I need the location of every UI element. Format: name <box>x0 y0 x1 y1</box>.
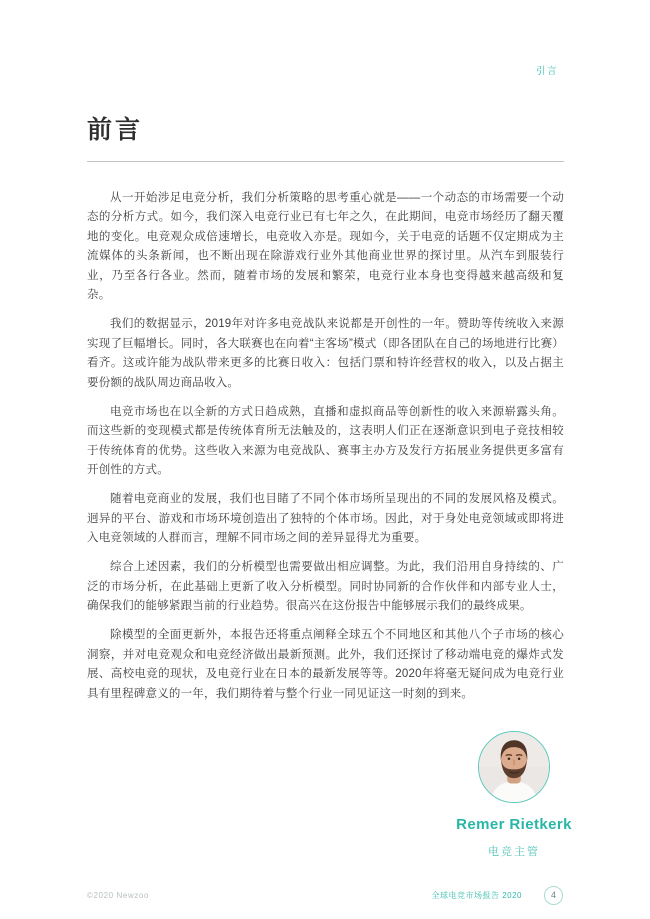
footer-copyright: ©2020 Newzoo <box>87 890 150 900</box>
footer-report-title: 全球电竞市场报告 2020 <box>431 890 522 900</box>
body-paragraph: 除模型的全面更新外，本报告还将重点阐释全球五个不同地区和其他八个子市场的核心洞察，并对电竞观众和电竞经济做出最新预测。此外，我们还探讨了移动端电竞的爆炸式发展、高校电竞的现状，及电竞行业在日本的最新发展等等。2020年将毫无疑问成为电竞行业具有里程碑意义的一年，我们期待着与整个行业一同见证这一时刻的到来。 <box>87 629 564 700</box>
body-paragraph: 综合上述因素，我们的分析模型也需要做出相应调整。为此，我们沿用自身持续的、广泛的市场分析，在此基础上更新了收入分析模型。同时协同新的合作伙伴和内部专业人士，确保我们的能够紧跟当前的行业趋势。很高兴在这份报告中能够展示我们的最终成果。 <box>87 561 564 612</box>
preface-body <box>87 189 564 705</box>
page-footer <box>87 884 563 906</box>
author-avatar <box>478 731 550 803</box>
author-block <box>438 731 590 859</box>
body-paragraph: 我们的数据显示，2019年对许多电竞战队来说都是开创性的一年。赞助等传统收入来源实现了巨幅增长。同时，各大联赛也在向着“主客场”模式（即各团队在自己的场地进行比赛）看齐。这或许能为战队带来更多的比赛日收入：包括门票和特许经营权的收入，以及占据主要份额的战队周边商品收入。 <box>87 318 564 389</box>
body-paragraph: 从一开始涉足电竞分析，我们分析策略的思考重心就是——一个动态的市场需要一个动态的分析方式。如今，我们深入电竞行业已有七年之久，在此期间，电竞市场经历了翻天覆地的变化。电竞观众成倍速增长，电竞收入亦是。现如今，关于电竞的话题不仅定期成为主流媒体的头条新闻，也不断出现在除游戏行业外其他商业世界的探讨里。从汽车到服装行业，乃至各行各业。然而，随着市场的发展和繁荣，电竞行业本身也变得越来越高级和复杂。 <box>87 191 564 301</box>
footer-right <box>431 886 563 905</box>
portrait-photo-icon <box>479 732 549 802</box>
author-role: 电竞主管 <box>488 846 540 858</box>
main-content <box>87 117 564 714</box>
title-divider <box>87 161 564 162</box>
running-header-section: 引言 <box>535 66 558 77</box>
page-title: 前言 <box>87 116 144 144</box>
page-number-badge: 4 <box>544 886 563 905</box>
author-name: Remer Rietkerk <box>456 816 572 833</box>
body-paragraph: 电竞市场也在以全新的方式日趋成熟，直播和虚拟商品等创新性的收入来源崭露头角。而这些新的变现模式都是传统体育所无法触及的，这表明人们正在逐渐意识到电子竞技相较于传统体育的优势。这些收入来源为电竞战队、赛事主办方及发行方拓展业务提供更多富有开创性的方式。 <box>87 405 564 476</box>
body-paragraph: 随着电竞商业的发展，我们也目睹了不同个体市场所呈现出的不同的发展风格及模式。迥异的平台、游戏和市场环境创造出了独特的个体市场。因此，对于身处电竞领域或即将进入电竞领域的人群而言，理解不同市场之间的差异显得尤为重要。 <box>87 493 564 544</box>
